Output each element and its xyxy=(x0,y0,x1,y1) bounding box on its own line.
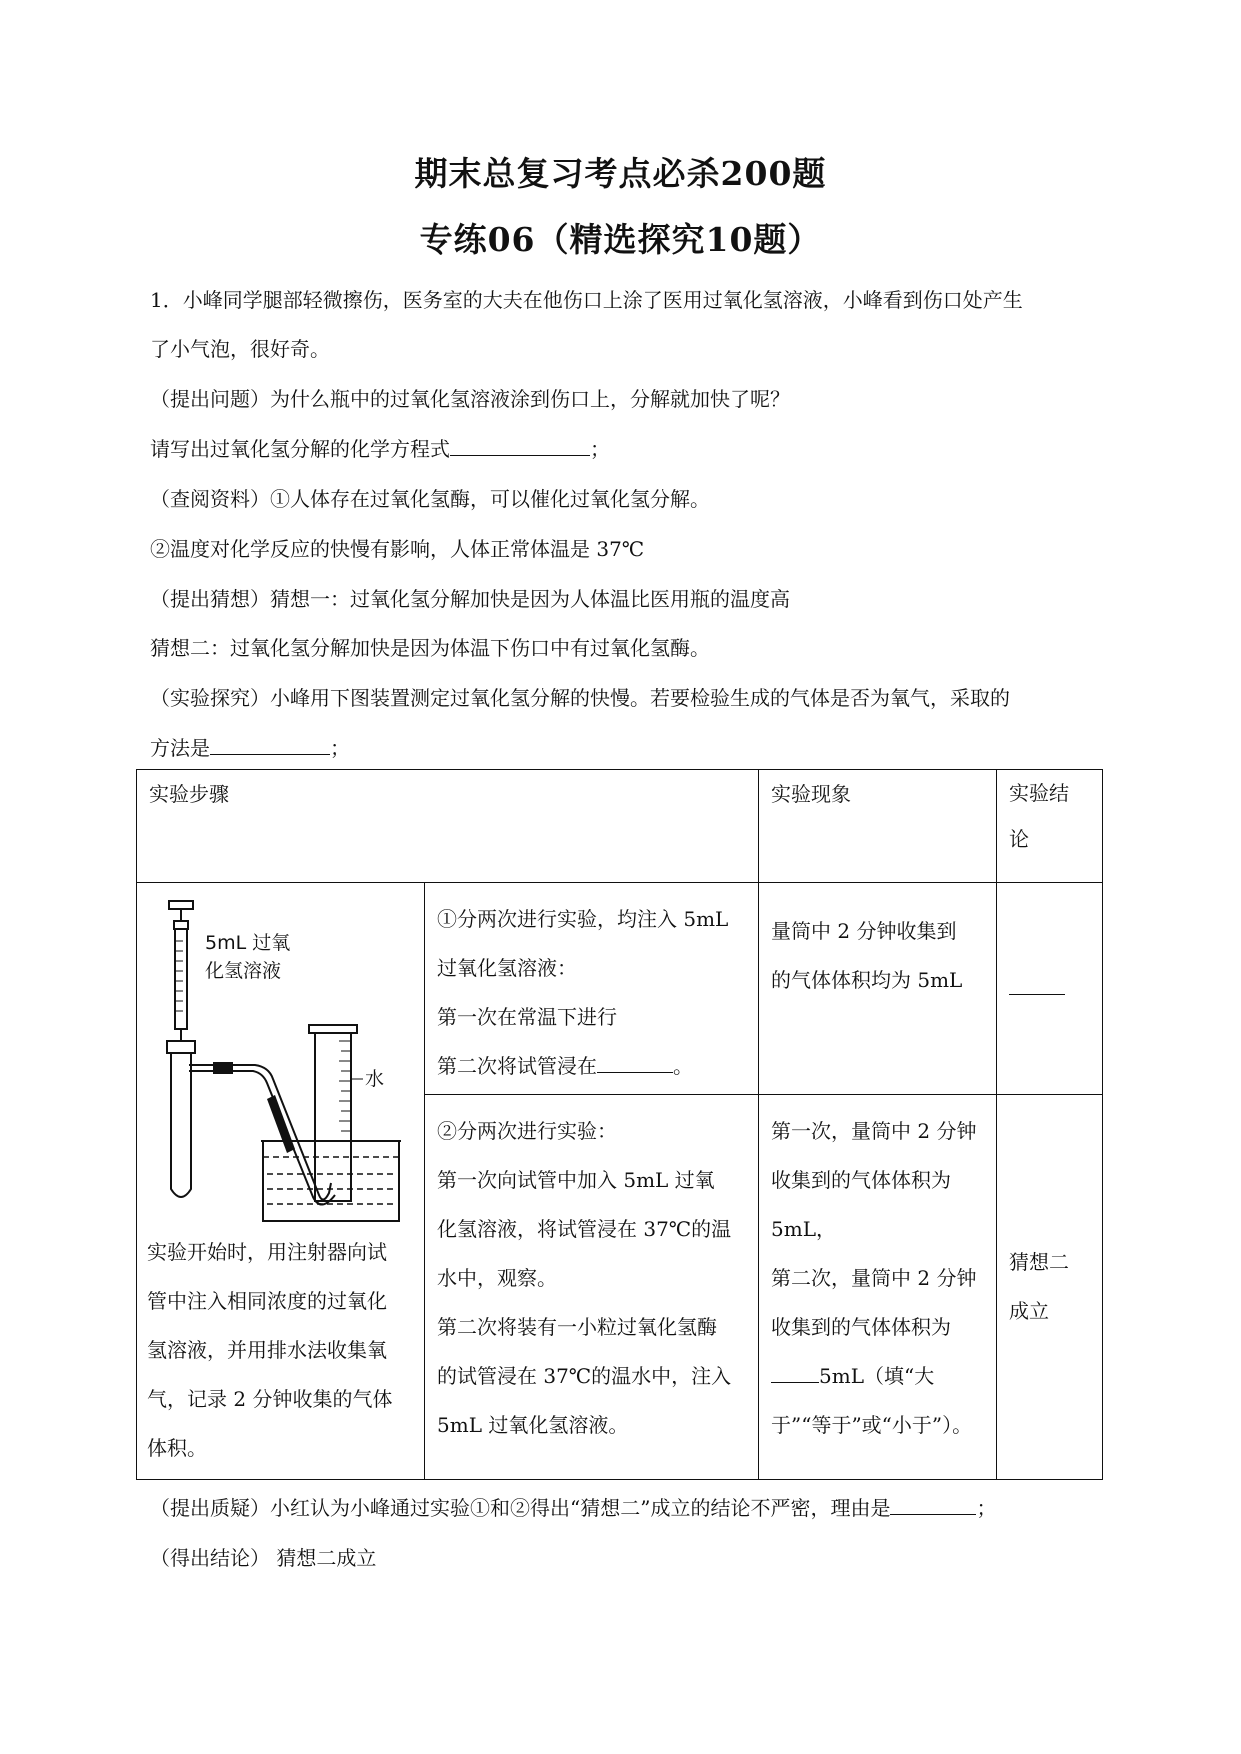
explore-1: （实验探究）小峰用下图装置测定过氧化氢分解的快慢。若要检验生成的气体是否为氧气，采取的 xyxy=(150,686,1010,710)
apparatus-diagram xyxy=(143,889,423,1224)
obs1-line: 量筒中 2 分钟收集到 xyxy=(771,919,957,943)
obs1-line: 的气体体积均为 5mL xyxy=(771,968,963,992)
step2-line: 5mL 过氧化氢溶液。 xyxy=(437,1413,629,1437)
experiment-table xyxy=(136,769,1103,1480)
step2-line: 水中，观察。 xyxy=(437,1266,557,1290)
conclusion1-blank[interactable] xyxy=(1009,974,1065,995)
step2-line: 化氢溶液，将试管浸在 37℃的温 xyxy=(437,1217,732,1241)
table-header-row xyxy=(137,770,1103,883)
step1-cell xyxy=(425,883,759,1095)
obs2-line: 收集到的气体体积为 xyxy=(771,1168,951,1192)
obs2-blank-tail: 5mL（填“大 xyxy=(819,1364,935,1388)
setup-desc-line: 实验开始时，用注射器向试 xyxy=(147,1240,387,1264)
obs2-blank-line xyxy=(771,1352,984,1401)
guess-1: （提出猜想）猜想一：过氧化氢分解加快是因为人体温比医用瓶的温度高 xyxy=(150,587,790,611)
diagram-label-1: 5mL 过氧 xyxy=(205,932,291,954)
explore-end: ； xyxy=(330,736,350,760)
conclusion-line: （得出结论） 猜想二成立 xyxy=(150,1546,377,1570)
obs2-cell xyxy=(759,1095,997,1480)
step2-line: 第一次向试管中加入 5mL 过氧 xyxy=(437,1168,715,1192)
method-blank[interactable] xyxy=(210,736,330,755)
obs1-cell xyxy=(759,883,997,1095)
concl2-line: 猜想二 xyxy=(1009,1250,1069,1274)
header-conclusion-1: 实验结 xyxy=(1009,781,1069,805)
doubt-end: ； xyxy=(976,1496,997,1520)
guess-2: 猜想二：过氧化氢分解加快是因为体温下伤口中有过氧化氢酶。 xyxy=(150,636,710,660)
setup-description xyxy=(147,1228,414,1473)
step1-line: 第二次将试管浸在 xyxy=(437,1054,597,1078)
step2-line: ②分两次进行实验： xyxy=(437,1119,617,1143)
page-subtitle: 专练06（精选探究10题） xyxy=(419,220,822,259)
doubt-text: （提出质疑）小红认为小峰通过实验①和②得出“猜想二”成立的结论不严密，理由是 xyxy=(150,1496,891,1520)
step2-cell xyxy=(425,1095,759,1480)
question-problem: （提出问题）为什么瓶中的过氧化氢溶液涂到伤口上，分解就加快了呢？ xyxy=(150,387,790,411)
step1-last-line xyxy=(437,1042,746,1091)
info-2: ②温度对化学反应的快慢有影响，人体正常体温是 37℃ xyxy=(150,537,645,561)
doubt-line xyxy=(150,1494,996,1522)
equation-end: ； xyxy=(590,437,610,461)
equation-line xyxy=(150,435,610,463)
step1-line: 第一次在常温下进行 xyxy=(437,1005,617,1029)
step2-line: 第二次将装有一小粒过氧化氢酶 xyxy=(437,1315,717,1339)
step1-line: 过氧化氢溶液： xyxy=(437,956,577,980)
step2-line: 的试管浸在 37℃的温水中，注入 xyxy=(437,1364,732,1388)
comparison-blank[interactable] xyxy=(771,1362,819,1383)
step1-line: ①分两次进行实验，均注入 5mL xyxy=(437,907,729,931)
explore-line-2 xyxy=(150,734,350,762)
obs2-line: 5mL， xyxy=(771,1217,836,1241)
header-observation: 实验现象 xyxy=(759,770,997,883)
obs2-line: 第二次，量筒中 2 分钟 xyxy=(771,1266,977,1290)
reason-blank[interactable] xyxy=(890,1496,976,1515)
temperature-blank[interactable] xyxy=(597,1052,673,1073)
header-conclusion xyxy=(997,770,1103,883)
question-intro-1: 1．小峰同学腿部轻微擦伤，医务室的大夫在他伤口上涂了医用过氧化氢溶液，小峰看到伤口处产生 xyxy=(150,288,1023,312)
step1-end: 。 xyxy=(673,1054,693,1078)
setup-desc-line: 体积。 xyxy=(147,1436,207,1460)
setup-cell xyxy=(137,883,425,1480)
table-row-1 xyxy=(137,883,1103,1095)
setup-desc-line: 管中注入相同浓度的过氧化 xyxy=(147,1289,387,1313)
diagram-label-2: 化氢溶液 xyxy=(205,960,282,982)
equation-prompt: 请写出过氧化氢分解的化学方程式 xyxy=(150,437,450,461)
question-intro-2: 了小气泡，很好奇。 xyxy=(150,337,330,361)
obs2-line: 第一次，量筒中 2 分钟 xyxy=(771,1119,977,1143)
header-steps: 实验步骤 xyxy=(137,770,759,883)
obs2-last-line: 于”“等于”或“小于”）。 xyxy=(771,1413,973,1437)
page-title: 期末总复习考点必杀200题 xyxy=(414,154,827,193)
setup-desc-line: 气，记录 2 分钟收集的气体 xyxy=(147,1387,393,1411)
header-conclusion-2: 论 xyxy=(1009,827,1029,851)
concl2-cell xyxy=(997,1095,1103,1480)
setup-desc-line: 氢溶液，并用排水法收集氧 xyxy=(147,1338,387,1362)
info-1: （查阅资料）①人体存在过氧化氢酶，可以催化过氧化氢分解。 xyxy=(150,487,710,511)
diagram-water-label: 水 xyxy=(365,1068,385,1090)
explore-2: 方法是 xyxy=(150,736,210,760)
obs2-line: 收集到的气体体积为 xyxy=(771,1315,951,1339)
concl2-line: 成立 xyxy=(1009,1299,1049,1323)
concl1-cell xyxy=(997,883,1103,1095)
equation-blank[interactable] xyxy=(450,437,590,456)
